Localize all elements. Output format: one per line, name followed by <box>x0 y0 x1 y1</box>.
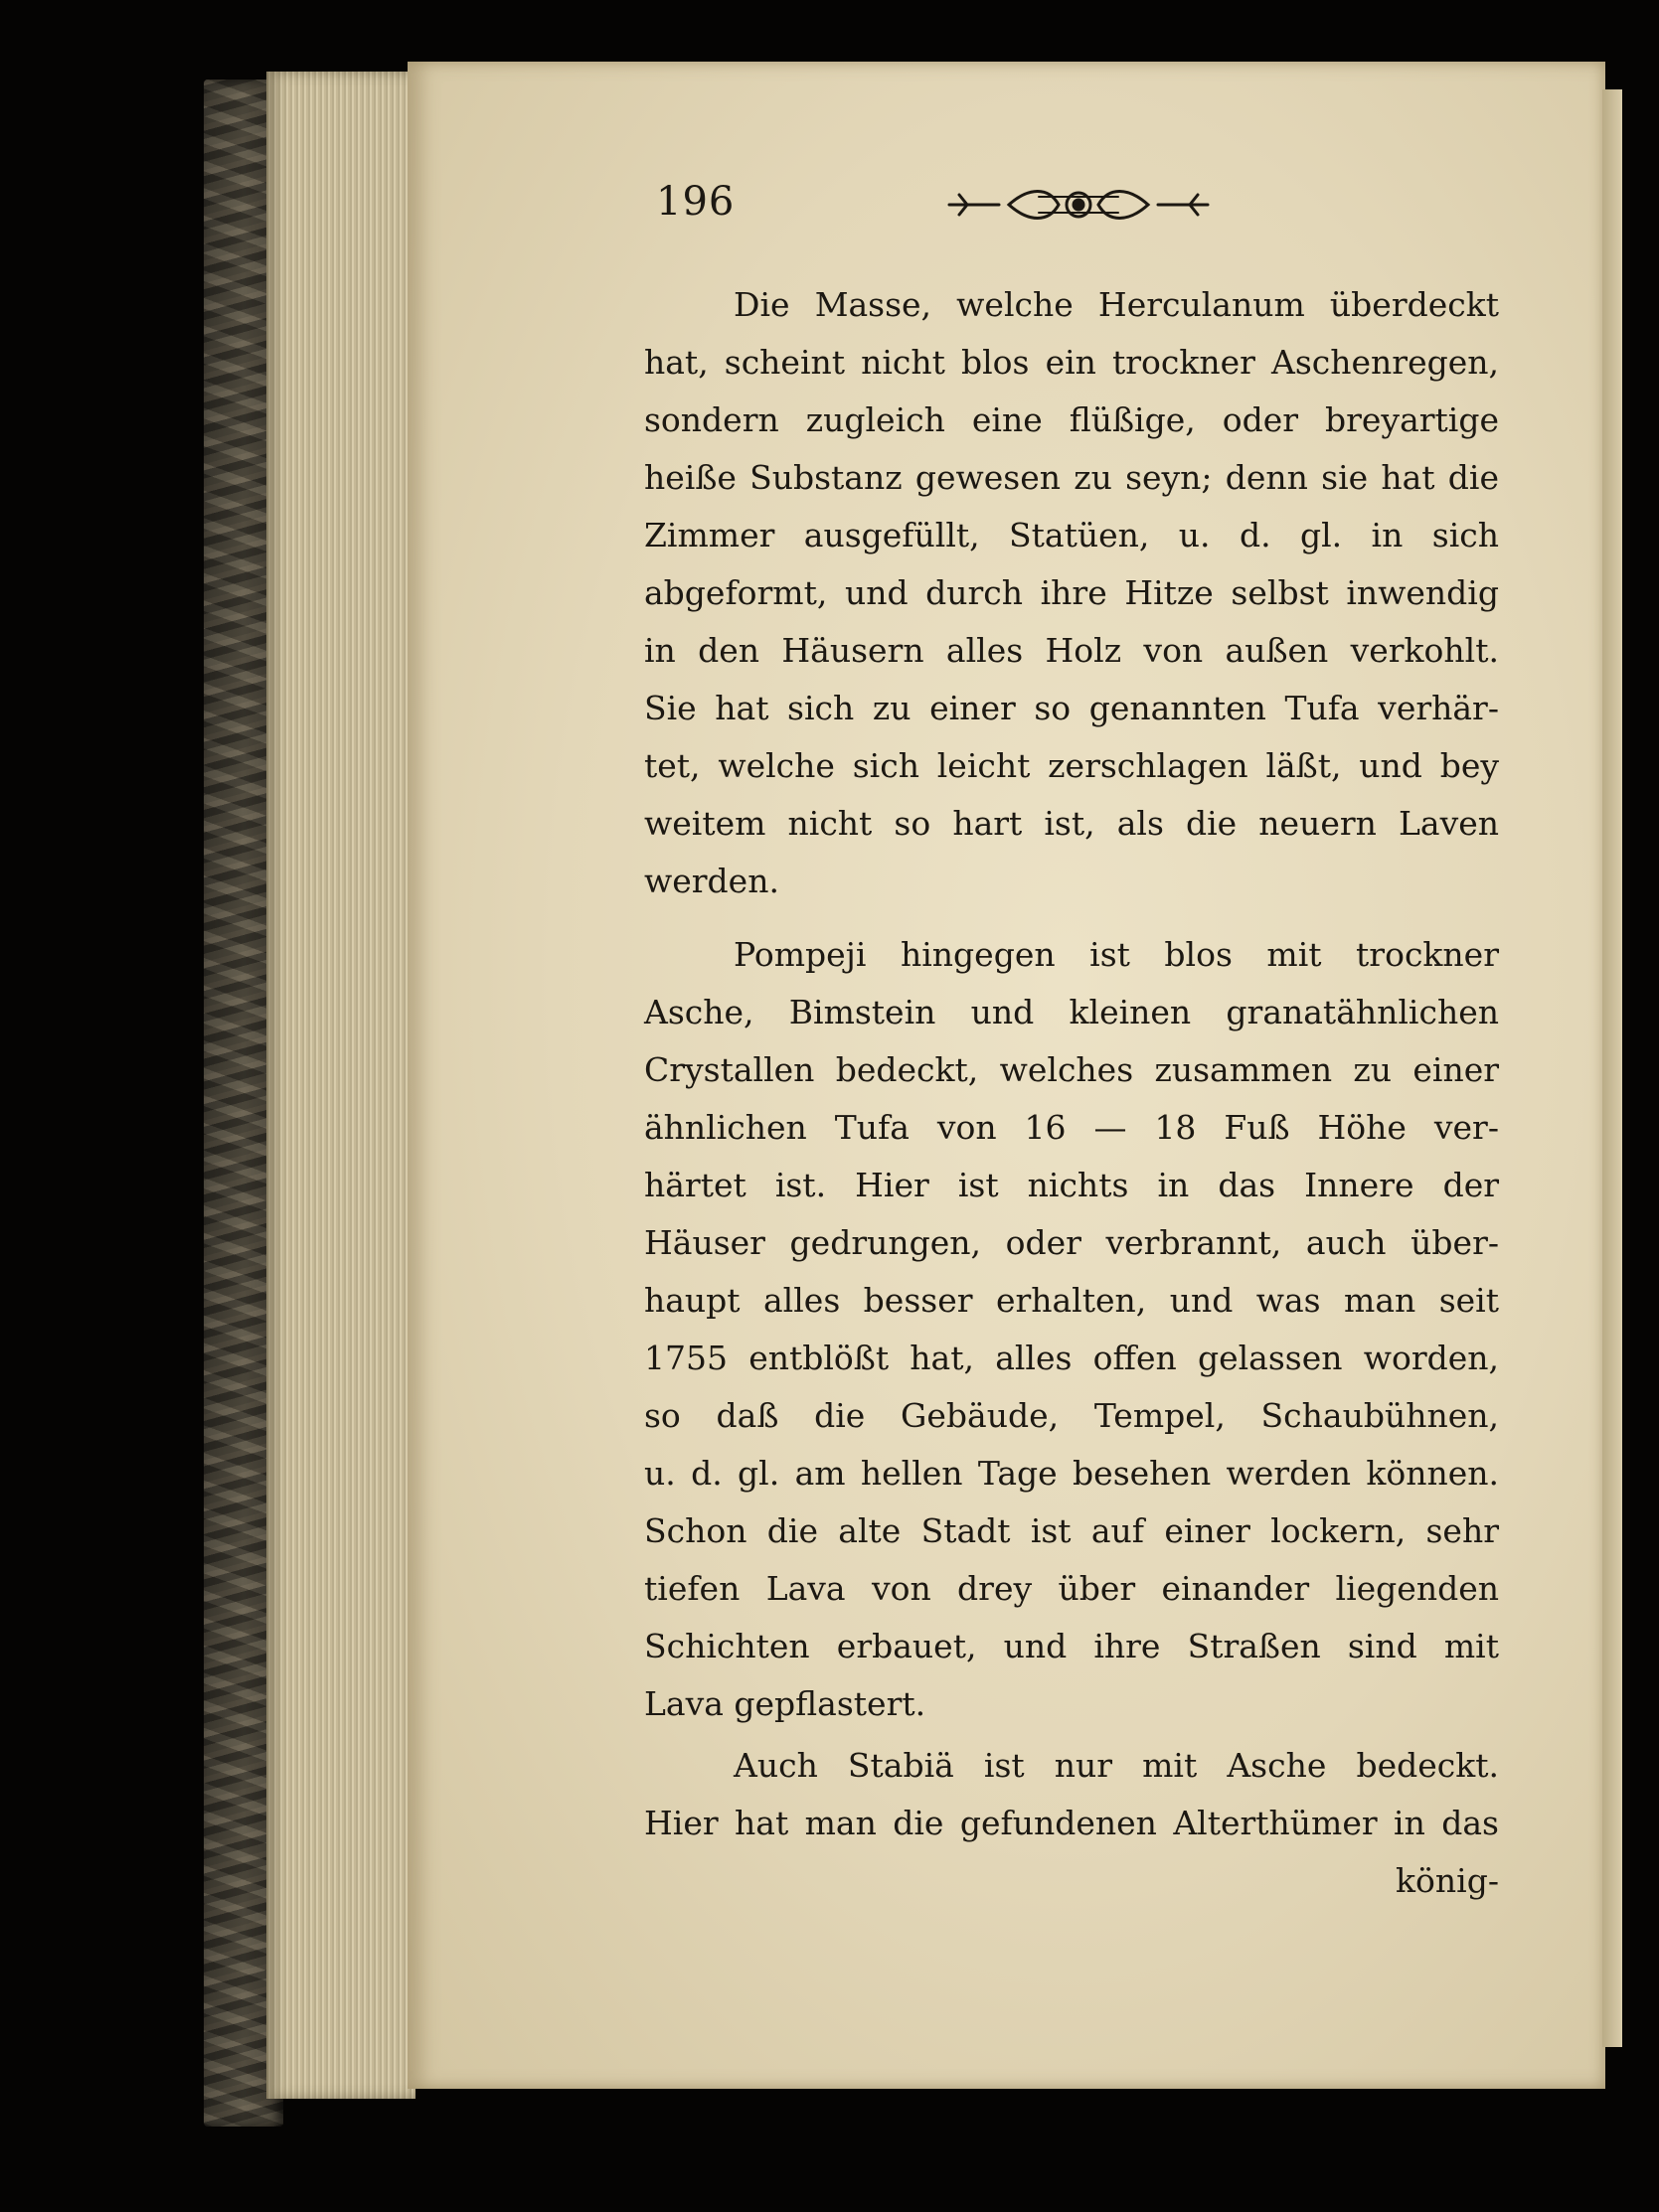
text-line: Zimmer ausgefüllt, Statüen, u. d. gl. in sich <box>644 516 1499 554</box>
text-line: abgeformt, und durch ihre Hitze selbst inwendig <box>644 573 1499 612</box>
text-line: Hier hat man die gefundenen Alterthümer in das <box>644 1804 1499 1842</box>
page-number: 196 <box>656 179 736 225</box>
text-line: Crystallen bedeckt, welches zusammen zu einer <box>644 1050 1499 1089</box>
decorative-flourish-icon <box>939 177 1218 233</box>
catchword: könig- <box>1396 1861 1499 1900</box>
text-line: werden. <box>644 862 779 900</box>
text-line: ähnlichen Tufa von 16 — 18 Fuß Höhe ver- <box>644 1108 1499 1147</box>
text-line: tet, welche sich leicht zerschlagen läßt, und bey <box>644 746 1499 785</box>
text-line: heiße Substanz gewesen zu seyn; denn sie hat die <box>644 458 1499 497</box>
text-line: weitem nicht so hart ist, als die neuern Laven <box>644 804 1499 843</box>
paragraph-stabiae <box>644 1737 1499 1910</box>
text-line: Häuser gedrungen, oder verbrannt, auch über- <box>644 1223 1499 1262</box>
text-line: haupt alles besser erhalten, und was man seit <box>644 1281 1499 1320</box>
text-line: Schichten erbauet, und ihre Straßen sind mit <box>644 1627 1499 1665</box>
text-line: in den Häusern alles Holz von außen verkohlt. <box>644 631 1499 670</box>
text-line: 1755 entblößt hat, alles offen gelassen worden, <box>644 1339 1499 1377</box>
text-line: so daß die Gebäude, Tempel, Schaubühnen, <box>644 1396 1499 1435</box>
text-line: Lava gepflastert. <box>644 1684 926 1723</box>
text-line: Auch Stabiä ist nur mit Asche bedeckt. <box>734 1746 1499 1785</box>
text-line: Pompeji hingegen ist blos mit trockner <box>734 935 1499 974</box>
text-line: Asche, Bimstein und kleinen granatähnlichen <box>644 993 1499 1031</box>
text-line: u. d. gl. am hellen Tage besehen werden können. <box>644 1454 1499 1493</box>
text-line: tiefen Lava von drey über einander liegenden <box>644 1569 1499 1608</box>
text-line: hat, scheint nicht blos ein trockner Aschenregen, <box>644 343 1499 382</box>
text-line: Schon die alte Stadt ist auf einer lockern, sehr <box>644 1511 1499 1550</box>
paragraph-pompeji <box>644 926 1499 1733</box>
text-line: härtet ist. Hier ist nichts in das Innere der <box>644 1166 1499 1204</box>
text-line: sondern zugleich eine flüßige, oder breyartige <box>644 400 1499 439</box>
paragraph-herculanum <box>644 276 1499 910</box>
text-line: Sie hat sich zu einer so genannten Tufa verhär- <box>644 689 1499 727</box>
text-line: Die Masse, welche Herculanum überdeckt <box>734 285 1499 324</box>
